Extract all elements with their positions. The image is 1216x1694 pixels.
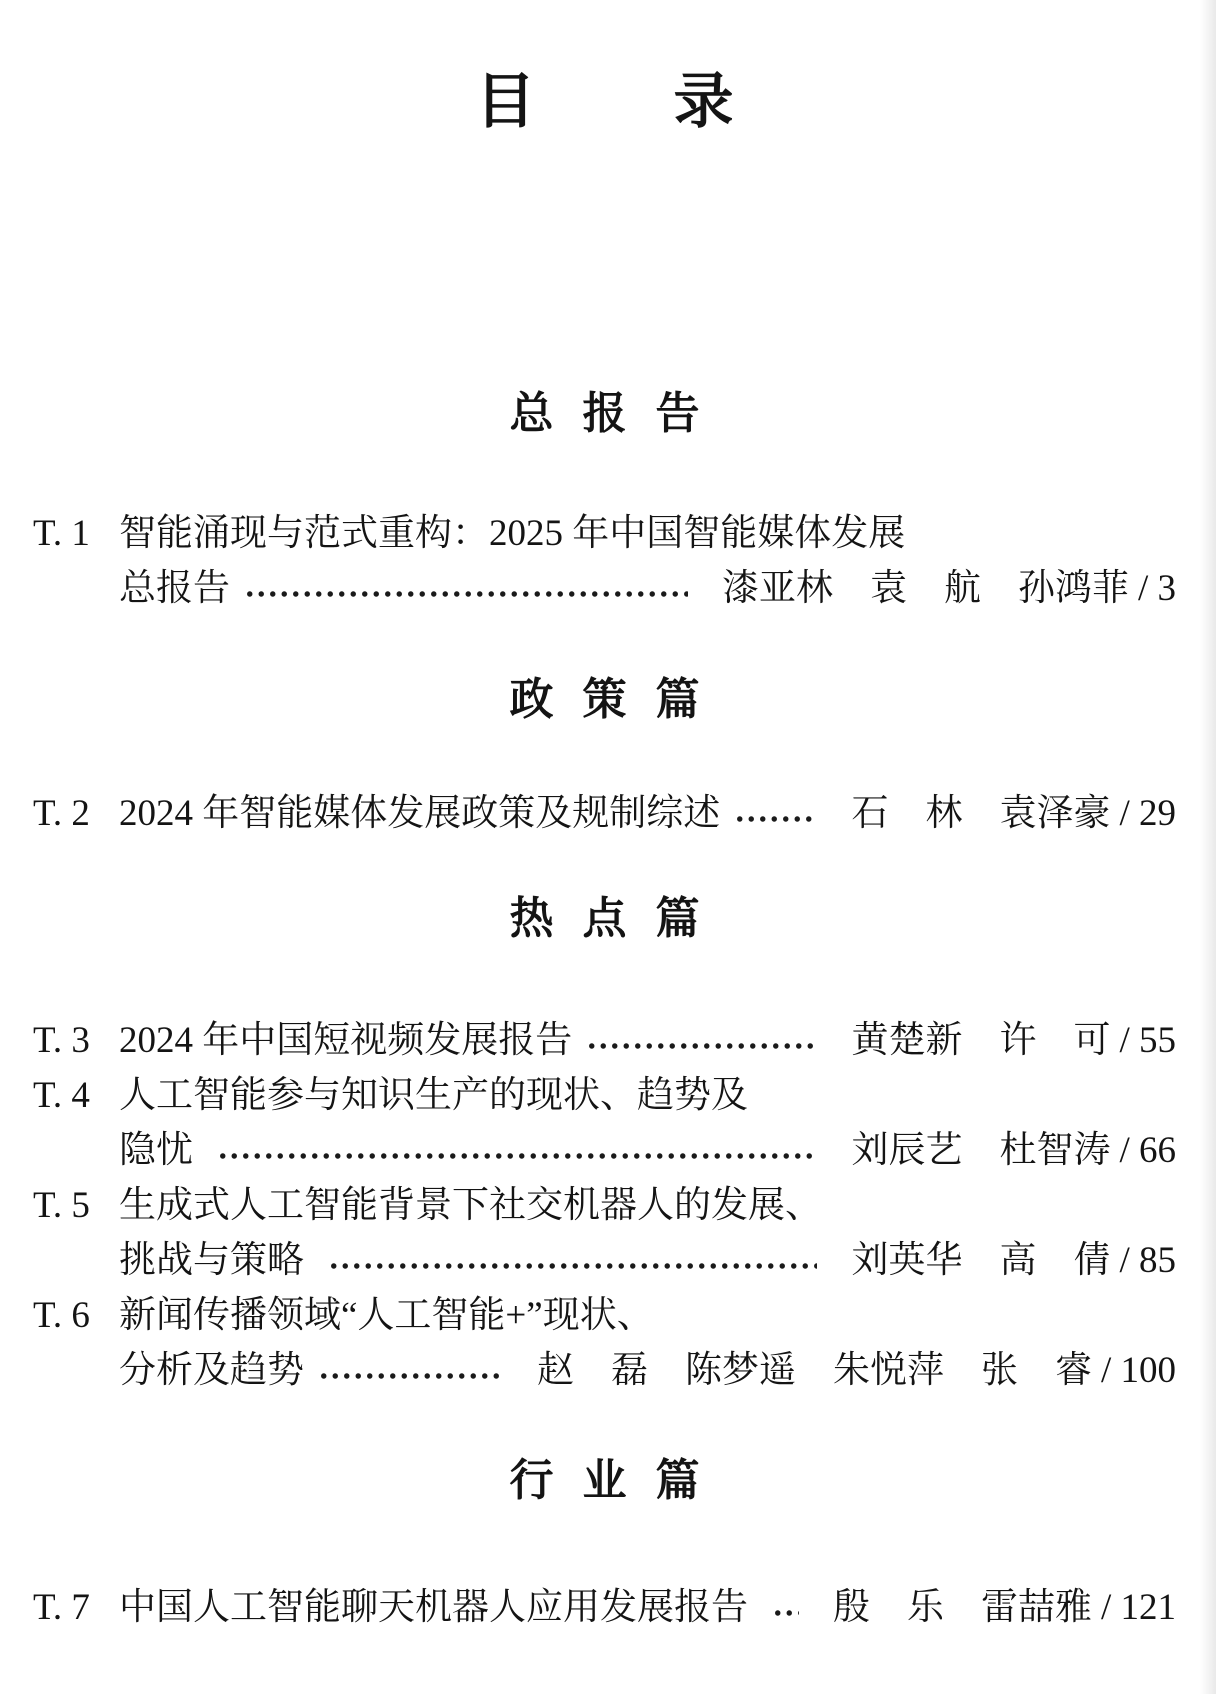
toc-entry-t2 [33, 786, 1176, 841]
entry-label: T. 4 [33, 1075, 90, 1116]
entry-title-continuation: 分析及趋势 [119, 1350, 304, 1391]
entry-label: T. 3 [33, 1020, 90, 1061]
toc-entry-t7 [33, 1580, 1176, 1635]
entry-label: T. 7 [33, 1587, 90, 1628]
section-heading-hot-topics: 热点篇 [509, 894, 729, 943]
entry-title: 人工智能参与知识生产的现状、趋势及 [119, 1075, 748, 1116]
entry-title: 生成式人工智能背景下社交机器人的发展、 [119, 1185, 822, 1226]
toc-entry-t4-line1 [33, 1068, 1176, 1123]
page-edge-shading [1200, 0, 1216, 1694]
entry-page-number: / 55 [1119, 1020, 1176, 1061]
entry-title-continuation: 隐忧 [119, 1130, 193, 1171]
entry-page-number: / 85 [1119, 1240, 1176, 1281]
entry-title: 新闻传播领域“人工智能+”现状、 [119, 1295, 654, 1336]
entry-title-continuation: 总报告 [119, 568, 230, 609]
entry-authors: 黄楚新 许 可 [851, 1020, 1111, 1061]
entry-authors: 赵 磊 陈梦遥 朱悦萍 张 睿 [536, 1350, 1092, 1391]
dot-leader [586, 1013, 817, 1068]
entry-authors: 殷 乐 雷喆雅 [832, 1587, 1092, 1628]
entry-title: 2024 年中国短视频发展报告 [119, 1020, 573, 1061]
entry-page-number: / 66 [1119, 1130, 1176, 1171]
toc-entry-t1-line1 [33, 506, 1176, 561]
dot-leader [318, 1343, 503, 1398]
entry-label-spacer [33, 561, 119, 616]
dot-leader [328, 1233, 817, 1288]
entry-label-spacer [33, 1233, 119, 1288]
entry-page-number: / 100 [1100, 1350, 1176, 1391]
toc-entry-t6-line1 [33, 1288, 1176, 1343]
entry-page-number: / 29 [1119, 793, 1176, 834]
dot-leader [734, 786, 817, 841]
page-title: 目录 [475, 69, 872, 135]
section-entries [33, 786, 1176, 841]
toc-entry-t3 [33, 1013, 1176, 1068]
dot-leader [772, 1580, 799, 1635]
entry-title: 中国人工智能聊天机器人应用发展报告 [119, 1587, 748, 1628]
section-entries [33, 506, 1176, 616]
entry-label-spacer [33, 1343, 119, 1398]
entry-title-continuation: 挑战与策略 [119, 1240, 304, 1281]
entry-authors: 刘英华 高 倩 [851, 1240, 1111, 1281]
entry-page-number: / 121 [1100, 1587, 1176, 1628]
toc-entry-t6-line2 [33, 1343, 1176, 1398]
toc-entry-t5-line1 [33, 1178, 1176, 1233]
toc-entry-t4-line2 [33, 1123, 1176, 1178]
dot-leader [244, 561, 688, 616]
entry-label-spacer [33, 1123, 119, 1178]
toc-entry-t5-line2 [33, 1233, 1176, 1288]
entry-authors: 漆亚林 袁 航 孙鸿菲 [721, 568, 1129, 609]
entry-label: T. 2 [33, 793, 90, 834]
toc-entry-t1-line2 [33, 561, 1176, 616]
section-entries [33, 1580, 1176, 1635]
entry-authors: 刘辰艺 杜智涛 [851, 1130, 1111, 1171]
entry-label: T. 5 [33, 1185, 90, 1226]
section-heading-general-report: 总报告 [509, 389, 729, 438]
entry-page-number: / 3 [1137, 568, 1176, 609]
entry-title: 智能涌现与范式重构：2025 年中国智能媒体发展 [119, 513, 906, 554]
section-heading-policy: 政策篇 [509, 675, 729, 724]
entry-label: T. 1 [33, 513, 90, 554]
entry-label: T. 6 [33, 1295, 90, 1336]
section-entries [33, 1013, 1176, 1398]
section-heading-industry: 行业篇 [509, 1456, 729, 1505]
dot-leader [217, 1123, 817, 1178]
entry-authors: 石 林 袁泽豪 [851, 793, 1111, 834]
entry-title: 2024 年智能媒体发展政策及规制综述 [119, 793, 721, 834]
